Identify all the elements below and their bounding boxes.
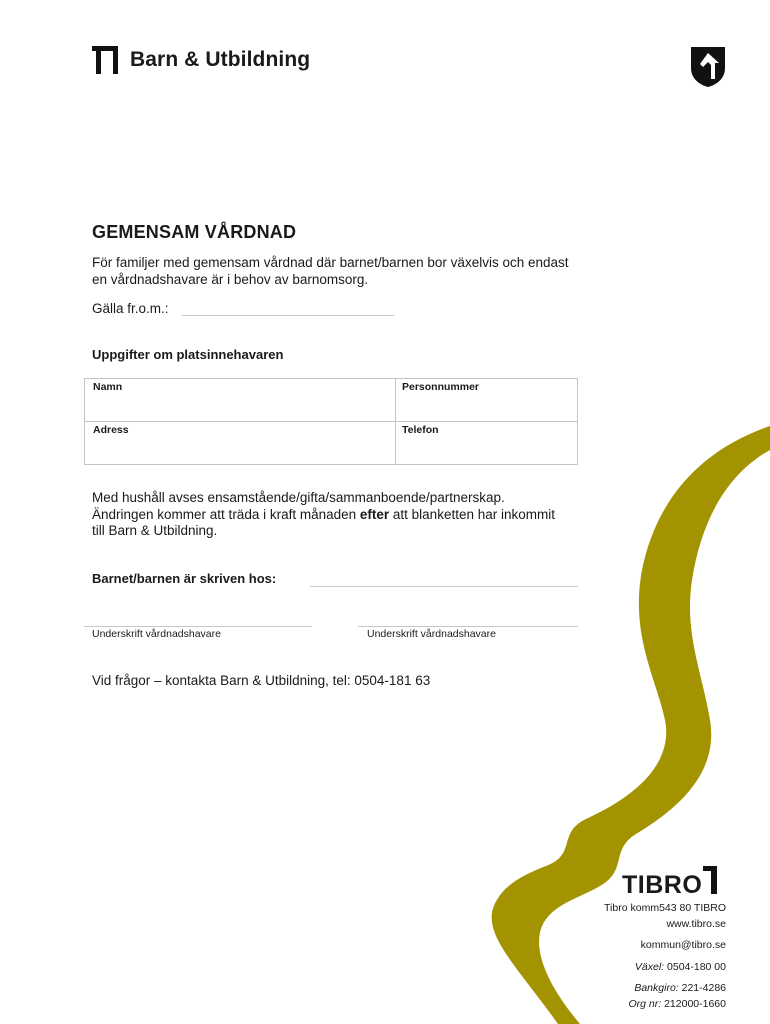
signature-line-2[interactable] (358, 626, 578, 627)
phone-label: Telefon (402, 424, 439, 436)
household-note-emphasis: efter (359, 506, 390, 522)
personal-number-field[interactable] (396, 395, 577, 420)
name-label: Namn (93, 381, 123, 393)
contact-info: Vid frågor – kontakta Barn & Utbildning, tel: 0504-181 63 (92, 673, 431, 688)
tibro-footer-logo (622, 866, 717, 899)
child-registered-label: Barnet/barnen är skriven hos: (92, 571, 277, 586)
valid-from-label: Gälla fr.o.m.: (92, 301, 169, 316)
brand-header (92, 46, 310, 74)
valid-from-field[interactable] (182, 315, 394, 316)
org-value: 212000-1660 (664, 997, 726, 1010)
switchboard-label: Växel: (634, 960, 665, 973)
footer-bankgiro (604, 981, 726, 997)
switchboard-value: 0504-180 00 (667, 960, 726, 973)
footer-email[interactable]: kommun@tibro.se (640, 939, 726, 951)
address-field[interactable] (86, 438, 394, 464)
household-note (92, 490, 562, 540)
brand-name: Barn & Utbildning (130, 48, 311, 71)
signature-label-1: Underskrift vårdnadshavare (92, 628, 221, 640)
form-title: GEMENSAM VÅRDNAD (92, 222, 297, 242)
footer-web[interactable]: www.tibro.se (666, 917, 726, 930)
footer-switchboard (604, 960, 726, 976)
household-note-part2: att blanketten har inkommit till Barn & Utbildning. (92, 506, 555, 538)
bankgiro-value: 221-4286 (681, 982, 726, 994)
address-label: Adress (93, 424, 129, 436)
section-title: Uppgifter om platsinnehavaren (92, 347, 284, 362)
signature-label-2: Underskrift vårdnadshavare (367, 628, 496, 640)
bankgiro-label: Bankgiro: (634, 982, 679, 994)
personal-number-label: Personnummer (402, 381, 480, 393)
child-registered-field[interactable] (310, 586, 578, 587)
applicant-table (84, 378, 578, 465)
name-field[interactable] (86, 395, 394, 420)
signature-line-1[interactable] (84, 626, 312, 627)
footer-info (604, 901, 726, 1012)
tibro-mark-icon (703, 866, 717, 894)
coat-of-arms-icon (690, 46, 726, 88)
tibro-logo-text: TIBRO (622, 871, 703, 899)
intro-text: För familjer med gemensam vårdnad där barnet/barnen bor växelvis och endast en vårdnadshavare är i behov av barnomsorg. (92, 255, 569, 287)
footer-org (604, 997, 726, 1013)
phone-field[interactable] (396, 438, 577, 464)
tibro-logo-icon (92, 46, 122, 74)
footer-address: Tibro komm543 80 TIBRO (604, 902, 726, 914)
org-label: Org nr: (628, 997, 662, 1010)
household-note-part1: Med hushåll avses ensamstående/gifta/sammanboende/partnerskap. Ändringen kommer att träda i kraft månaden (92, 490, 505, 522)
